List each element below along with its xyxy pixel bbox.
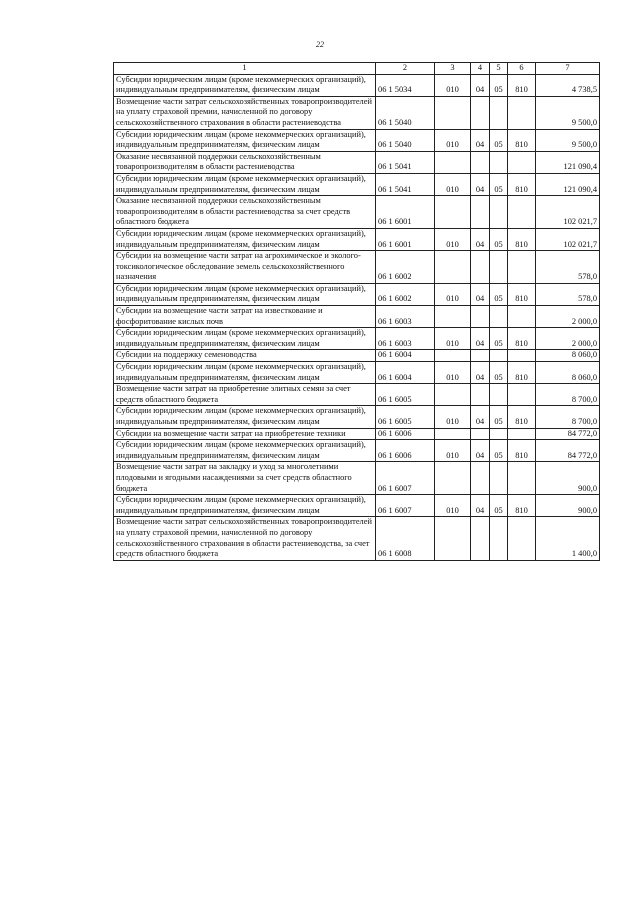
row-chapter-cell: 04 (471, 406, 490, 428)
row-chapter-cell: 04 (471, 173, 490, 195)
row-name-cell: Возмещение части затрат сельскохозяйственных товаропроизводителей на уплату страховой премии, начисленной по договору сельскохозяйственного страхования в области растениеводства (114, 96, 376, 129)
row-section-cell: 010 (435, 362, 471, 384)
row-name-cell: Субсидии юридическим лицам (кроме некоммерческих организаций), индивидуальным предпринимателям, физическим лицам (114, 440, 376, 462)
row-name-cell: Субсидии на возмещение части затрат на известкование и фосфоритование кислых почв (114, 306, 376, 328)
row-name-cell: Субсидии юридическим лицам (кроме некоммерческих организаций), индивидуальным предпринимателям, физическим лицам (114, 173, 376, 195)
row-chapter-cell: 04 (471, 440, 490, 462)
row-subchapter-cell (490, 517, 508, 560)
row-type-cell: 810 (508, 406, 536, 428)
row-section-cell: 010 (435, 495, 471, 517)
table-row (114, 129, 600, 151)
row-section-cell (435, 251, 471, 284)
column-header: 5 (490, 63, 508, 75)
row-code-cell: 06 1 5034 (376, 74, 435, 96)
row-section-cell (435, 306, 471, 328)
row-section-cell (435, 462, 471, 495)
row-amount-cell: 9 500,0 (536, 129, 600, 151)
row-type-cell (508, 96, 536, 129)
row-section-cell (435, 196, 471, 229)
row-amount-cell: 121 090,4 (536, 151, 600, 173)
row-subchapter-cell: 05 (490, 495, 508, 517)
row-subchapter-cell: 05 (490, 362, 508, 384)
row-code-cell: 06 1 6002 (376, 283, 435, 305)
row-subchapter-cell (490, 462, 508, 495)
row-name-cell: Субсидии юридическим лицам (кроме некоммерческих организаций), индивидуальным предпринимателям, физическим лицам (114, 74, 376, 96)
row-name-cell: Возмещение части затрат на закладку и уход за многолетними плодовыми и ягодными насаждениями за счет средств областного бюджета (114, 462, 376, 495)
row-type-cell: 810 (508, 283, 536, 305)
row-chapter-cell (471, 251, 490, 284)
table-row (114, 283, 600, 305)
row-type-cell (508, 384, 536, 406)
row-section-cell: 010 (435, 173, 471, 195)
row-chapter-cell: 04 (471, 228, 490, 250)
row-name-cell: Возмещение части затрат сельскохозяйственных товаропроизводителей на уплату страховой премии, начисленной по договору сельскохозяйственного страхования в области растениеводства, за счет средств областного бюджета (114, 517, 376, 560)
table-row (114, 228, 600, 250)
row-code-cell: 06 1 5040 (376, 129, 435, 151)
table-row (114, 440, 600, 462)
row-subchapter-cell: 05 (490, 173, 508, 195)
row-amount-cell: 102 021,7 (536, 228, 600, 250)
row-code-cell: 06 1 6007 (376, 462, 435, 495)
table-row (114, 328, 600, 350)
row-type-cell (508, 196, 536, 229)
page-number: 22 (316, 40, 324, 49)
row-subchapter-cell: 05 (490, 129, 508, 151)
column-header: 2 (376, 63, 435, 75)
row-code-cell: 06 1 6001 (376, 228, 435, 250)
row-chapter-cell: 04 (471, 328, 490, 350)
row-subchapter-cell (490, 306, 508, 328)
row-code-cell: 06 1 5041 (376, 151, 435, 173)
row-section-cell (435, 384, 471, 406)
column-header: 6 (508, 63, 536, 75)
row-section-cell: 010 (435, 328, 471, 350)
row-code-cell: 06 1 6001 (376, 196, 435, 229)
table-row (114, 384, 600, 406)
row-amount-cell: 1 400,0 (536, 517, 600, 560)
row-type-cell: 810 (508, 440, 536, 462)
row-subchapter-cell: 05 (490, 440, 508, 462)
row-type-cell: 810 (508, 362, 536, 384)
row-subchapter-cell (490, 350, 508, 362)
row-subchapter-cell (490, 96, 508, 129)
table-row (114, 517, 600, 560)
table-row (114, 495, 600, 517)
table-header-row (114, 63, 600, 75)
row-code-cell: 06 1 6004 (376, 350, 435, 362)
row-name-cell: Субсидии юридическим лицам (кроме некоммерческих организаций), индивидуальным предпринимателям, физическим лицам (114, 228, 376, 250)
row-amount-cell: 84 772,0 (536, 440, 600, 462)
row-section-cell: 010 (435, 129, 471, 151)
row-section-cell: 010 (435, 283, 471, 305)
row-amount-cell: 8 700,0 (536, 406, 600, 428)
row-amount-cell: 578,0 (536, 283, 600, 305)
row-chapter-cell: 04 (471, 362, 490, 384)
table-row (114, 251, 600, 284)
row-type-cell (508, 350, 536, 362)
row-name-cell: Субсидии юридическим лицам (кроме некоммерческих организаций), индивидуальным предпринимателям, физическим лицам (114, 283, 376, 305)
row-code-cell: 06 1 6005 (376, 406, 435, 428)
row-type-cell (508, 462, 536, 495)
row-amount-cell: 578,0 (536, 251, 600, 284)
row-type-cell (508, 428, 536, 440)
column-header: 7 (536, 63, 600, 75)
row-amount-cell: 84 772,0 (536, 428, 600, 440)
row-type-cell (508, 251, 536, 284)
row-type-cell: 810 (508, 74, 536, 96)
row-section-cell: 010 (435, 228, 471, 250)
row-subchapter-cell (490, 428, 508, 440)
row-code-cell: 06 1 6002 (376, 251, 435, 284)
column-header: 3 (435, 63, 471, 75)
row-name-cell: Оказание несвязанной поддержки сельскохозяйственным товаропроизводителям в области растениеводства (114, 151, 376, 173)
column-header: 1 (114, 63, 376, 75)
row-amount-cell: 900,0 (536, 495, 600, 517)
row-type-cell: 810 (508, 129, 536, 151)
row-code-cell: 06 1 5041 (376, 173, 435, 195)
row-name-cell: Субсидии на возмещение части затрат на агрохимическое и эколого-токсикологическое обследование земель сельскохозяйственного назначения (114, 251, 376, 284)
row-chapter-cell (471, 196, 490, 229)
row-section-cell (435, 428, 471, 440)
table-row (114, 362, 600, 384)
row-type-cell (508, 517, 536, 560)
row-section-cell (435, 350, 471, 362)
row-amount-cell: 9 500,0 (536, 96, 600, 129)
row-amount-cell: 2 000,0 (536, 328, 600, 350)
table-row (114, 151, 600, 173)
row-code-cell: 06 1 6007 (376, 495, 435, 517)
row-type-cell: 810 (508, 173, 536, 195)
row-type-cell: 810 (508, 495, 536, 517)
row-section-cell (435, 517, 471, 560)
row-amount-cell: 8 060,0 (536, 350, 600, 362)
row-amount-cell: 4 738,5 (536, 74, 600, 96)
row-type-cell: 810 (508, 328, 536, 350)
row-type-cell: 810 (508, 228, 536, 250)
row-subchapter-cell: 05 (490, 406, 508, 428)
row-subchapter-cell (490, 384, 508, 406)
table-row (114, 406, 600, 428)
row-section-cell: 010 (435, 406, 471, 428)
row-subchapter-cell: 05 (490, 74, 508, 96)
row-type-cell (508, 151, 536, 173)
row-chapter-cell (471, 96, 490, 129)
row-subchapter-cell: 05 (490, 328, 508, 350)
row-chapter-cell (471, 306, 490, 328)
row-name-cell: Субсидии юридическим лицам (кроме некоммерческих организаций), индивидуальным предпринимателям, физическим лицам (114, 328, 376, 350)
row-section-cell (435, 151, 471, 173)
row-amount-cell: 8 700,0 (536, 384, 600, 406)
row-chapter-cell: 04 (471, 495, 490, 517)
row-type-cell (508, 306, 536, 328)
row-subchapter-cell (490, 196, 508, 229)
row-code-cell: 06 1 6003 (376, 328, 435, 350)
row-chapter-cell: 04 (471, 129, 490, 151)
row-name-cell: Субсидии на возмещение части затрат на приобретение техники (114, 428, 376, 440)
row-chapter-cell (471, 151, 490, 173)
row-amount-cell: 121 090,4 (536, 173, 600, 195)
row-amount-cell: 2 000,0 (536, 306, 600, 328)
table-row (114, 428, 600, 440)
row-name-cell: Субсидии юридическим лицам (кроме некоммерческих организаций), индивидуальным предпринимателям, физическим лицам (114, 495, 376, 517)
row-subchapter-cell (490, 251, 508, 284)
row-section-cell: 010 (435, 440, 471, 462)
row-name-cell: Субсидии юридическим лицам (кроме некоммерческих организаций), индивидуальным предпринимателям, физическим лицам (114, 129, 376, 151)
row-code-cell: 06 1 6006 (376, 428, 435, 440)
column-header: 4 (471, 63, 490, 75)
table-row (114, 350, 600, 362)
table-row (114, 306, 600, 328)
row-chapter-cell (471, 350, 490, 362)
row-amount-cell: 900,0 (536, 462, 600, 495)
row-subchapter-cell: 05 (490, 228, 508, 250)
row-code-cell: 06 1 6003 (376, 306, 435, 328)
table-row (114, 462, 600, 495)
row-name-cell: Субсидии юридическим лицам (кроме некоммерческих организаций), индивидуальным предпринимателям, физическим лицам (114, 362, 376, 384)
table-row (114, 196, 600, 229)
row-chapter-cell (471, 384, 490, 406)
row-chapter-cell (471, 517, 490, 560)
row-name-cell: Оказание несвязанной поддержки сельскохозяйственным товаропроизводителям в области растениеводства за счет средств областного бюджета (114, 196, 376, 229)
row-name-cell: Субсидии юридическим лицам (кроме некоммерческих организаций), индивидуальным предпринимателям, физическим лицам (114, 406, 376, 428)
row-name-cell: Субсидии на поддержку семеноводства (114, 350, 376, 362)
row-code-cell: 06 1 6005 (376, 384, 435, 406)
row-code-cell: 06 1 6006 (376, 440, 435, 462)
row-chapter-cell (471, 428, 490, 440)
row-chapter-cell: 04 (471, 74, 490, 96)
row-subchapter-cell (490, 151, 508, 173)
table-row (114, 74, 600, 96)
row-section-cell (435, 96, 471, 129)
row-chapter-cell: 04 (471, 283, 490, 305)
row-code-cell: 06 1 6004 (376, 362, 435, 384)
row-code-cell: 06 1 6008 (376, 517, 435, 560)
budget-table (113, 62, 600, 561)
table-row (114, 173, 600, 195)
row-chapter-cell (471, 462, 490, 495)
row-section-cell: 010 (435, 74, 471, 96)
row-amount-cell: 102 021,7 (536, 196, 600, 229)
row-amount-cell: 8 060,0 (536, 362, 600, 384)
row-subchapter-cell: 05 (490, 283, 508, 305)
table-row (114, 96, 600, 129)
row-name-cell: Возмещение части затрат на приобретение элитных семян за счет средств областного бюджета (114, 384, 376, 406)
row-code-cell: 06 1 5040 (376, 96, 435, 129)
